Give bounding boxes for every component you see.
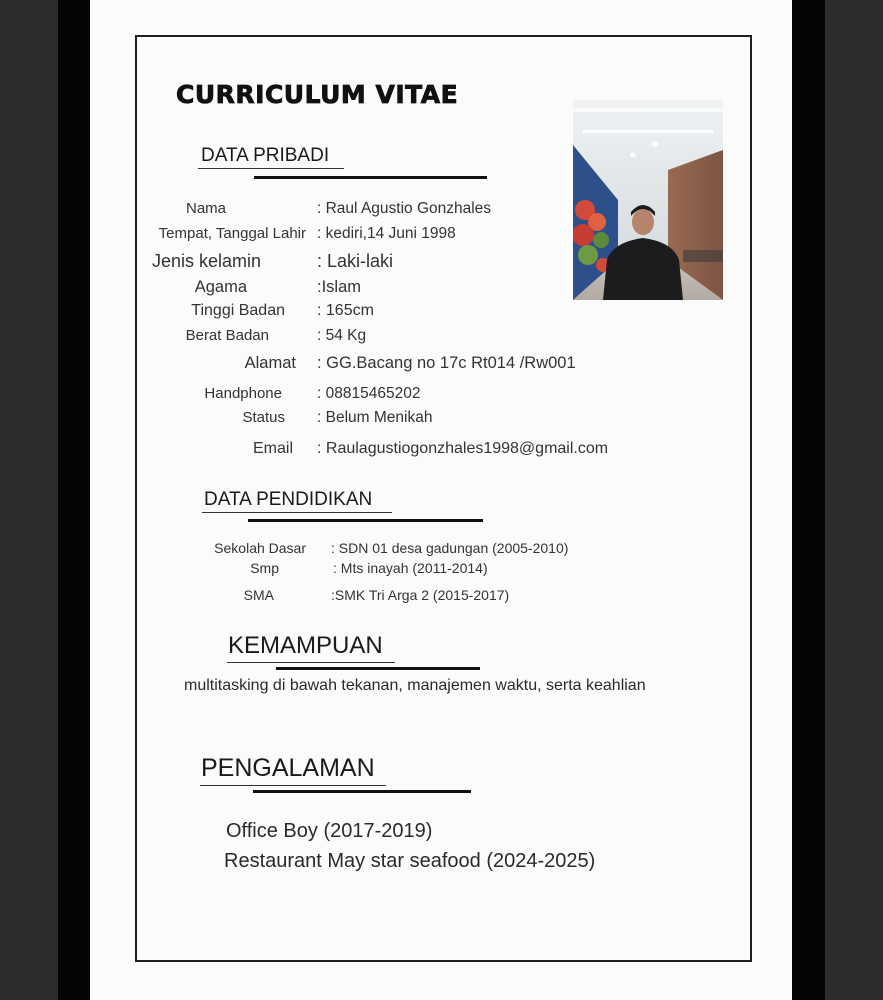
- value-tinggi-badan: : 165cm: [317, 302, 374, 319]
- heading-bar: [248, 519, 483, 522]
- value-alamat: : GG.Bacang no 17c Rt014 /Rw001: [317, 354, 576, 372]
- heading-underline: [227, 662, 395, 663]
- background-left-band: [58, 0, 90, 1000]
- background-right-edge: [825, 0, 883, 1000]
- value-email: : Raulagustiogonzhales1998@gmail.com: [317, 440, 609, 457]
- heading-underline: [200, 785, 386, 786]
- label-tempat-tanggal-lahir: Tempat, Tanggal Lahir: [158, 225, 306, 242]
- label-email: Email: [252, 440, 293, 457]
- section-heading-skills: KEMAMPUAN: [228, 632, 383, 659]
- profile-photo: [573, 100, 723, 300]
- label-tinggi-badan: Tinggi Badan: [191, 302, 285, 319]
- value-sma: :SMK Tri Arga 2 (2015-2017): [331, 587, 510, 603]
- section-heading-personal: DATA PRIBADI: [201, 145, 330, 166]
- background-right-band: [792, 0, 825, 1000]
- heading-underline: [202, 512, 392, 513]
- heading-bar: [276, 667, 480, 670]
- value-sekolah-dasar: : SDN 01 desa gadungan (2005-2010): [331, 540, 569, 556]
- value-status: : Belum Menikah: [317, 409, 433, 426]
- value-tempat-tanggal-lahir: : kediri,14 Juni 1998: [317, 225, 456, 242]
- heading-underline: [198, 168, 344, 169]
- heading-bar: [254, 176, 487, 179]
- label-nama: Nama: [185, 200, 226, 217]
- cv-title: CURRICULUM VITAE: [176, 80, 459, 109]
- label-status: Status: [242, 409, 285, 426]
- value-handphone: : 08815465202: [317, 385, 421, 402]
- value-smp: : Mts inayah (2011-2014): [333, 560, 488, 576]
- value-agama: :Islam: [317, 278, 362, 296]
- label-sma: SMA: [243, 587, 274, 603]
- label-smp: Smp: [250, 560, 279, 576]
- heading-bar: [253, 790, 471, 793]
- section-heading-education: DATA PENDIDIKAN: [204, 489, 373, 510]
- experience-item: Office Boy (2017-2019): [226, 820, 433, 842]
- value-nama: : Raul Agustio Gonzhales: [317, 200, 492, 217]
- label-agama: Agama: [194, 278, 247, 296]
- section-heading-experience: PENGALAMAN: [201, 754, 375, 782]
- experience-item: Restaurant May star seafood (2024-2025): [224, 850, 596, 872]
- label-berat-badan: Berat Badan: [185, 327, 269, 344]
- label-sekolah-dasar: Sekolah Dasar: [214, 540, 306, 556]
- value-berat-badan: : 54 Kg: [317, 327, 367, 344]
- label-handphone: Handphone: [204, 385, 282, 402]
- skills-text: multitasking di bawah tekanan, manajemen waktu, serta keahlian: [184, 677, 646, 694]
- value-jenis-kelamin: : Laki-laki: [317, 251, 394, 271]
- label-alamat: Alamat: [244, 354, 296, 372]
- background-left-edge: [0, 0, 58, 1000]
- label-jenis-kelamin: Jenis kelamin: [151, 251, 261, 271]
